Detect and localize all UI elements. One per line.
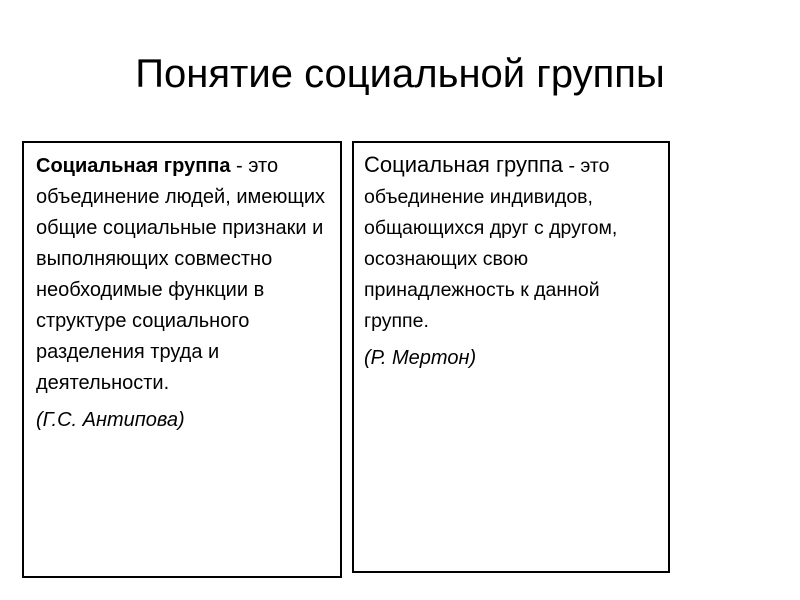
definition-term: Социальная группа [36, 155, 231, 177]
definition-box-antipova [22, 141, 342, 578]
definition-box-merton [352, 141, 670, 573]
definition-author: (Г.С. Антипова) [36, 409, 185, 431]
definition-body: - это объединение индивидов, общающихся друг с другом, осознающих свою принадлежность к данной группе. [364, 155, 618, 332]
definition-body: - это объединение людей, имеющих общие социальные признаки и выполняющих совместно необходимые функции в структуре социального разделения труда и деятельности. [36, 155, 325, 394]
definition-text [364, 149, 658, 337]
slide-title: Понятие социальной группы [135, 52, 665, 96]
definition-author: (Р. Мертон) [364, 347, 477, 369]
definition-text [36, 151, 328, 399]
definition-term: Социальная группа [364, 152, 564, 177]
